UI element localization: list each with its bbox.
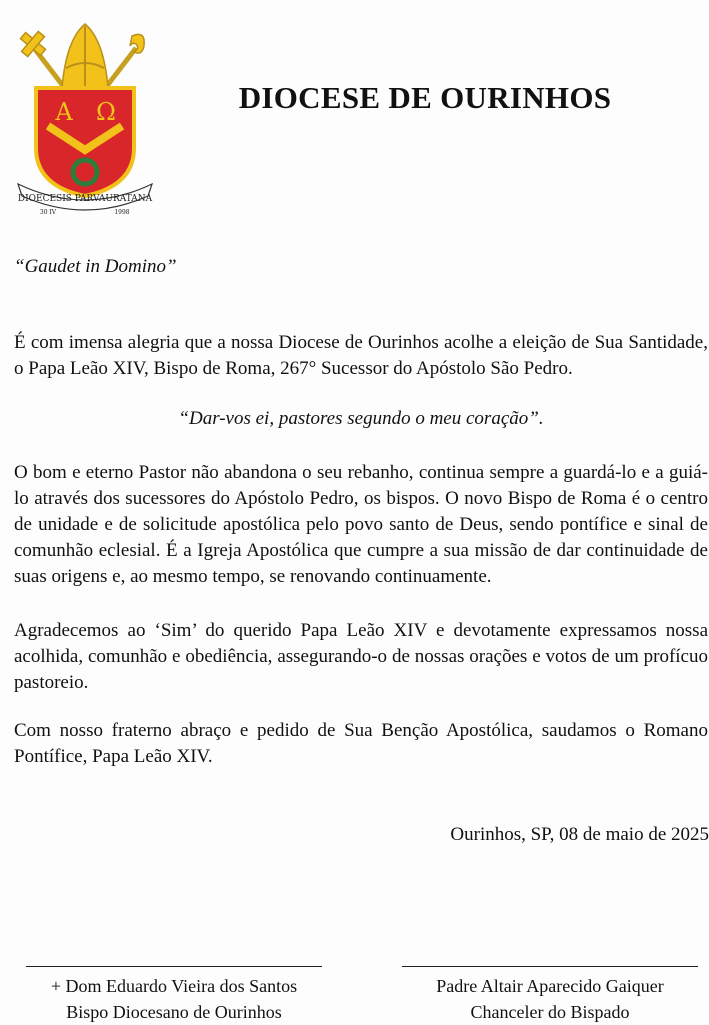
paragraph-gratitude: Agradecemos ao ‘Sim’ do querido Papa Leão XIV e devotamente expressamos nossa acolhida, comunhão e obediência, assegurando-o de nossas orações e votos de um profícuo pastoreio. (14, 620, 708, 693)
signature-block-bishop (26, 966, 322, 1025)
crest-ribbon-text: DIOECESIS PARVAURATANA (17, 194, 153, 204)
scripture-quote: “Dar-vos ei, pastores segundo o meu coração”. (178, 408, 544, 429)
paragraph-announcement: É com imensa alegria que a nossa Diocese de Ourinhos acolhe a eleição de Sua Santidade, o Papa Leão XIV, Bispo de Roma, 267° Sucessor do Apóstolo São Pedro. (14, 332, 708, 379)
diocese-coat-of-arms-icon (14, 18, 156, 218)
date-line: Ourinhos, SP, 08 de maio de 2025 (450, 824, 709, 845)
crest-year-left: 30 IV (39, 209, 57, 216)
signature-line (26, 966, 322, 967)
crest-year-right: 1998 (114, 209, 130, 216)
motto: “Gaudet in Domino” (14, 256, 177, 277)
signer-name: + Dom Eduardo Vieira dos Santos (50, 976, 298, 996)
paragraph-greeting: Com nosso fraterno abraço e pedido de Sua Benção Apostólica, saudamos o Romano Pontífice, Papa Leão XIV. (14, 720, 708, 767)
signature-block-chancellor (402, 966, 698, 1025)
signature-line (402, 966, 698, 967)
alpha-symbol: Α (55, 98, 73, 126)
omega-symbol: Ω (96, 98, 116, 126)
page-title: DIOCESE DE OURINHOS (238, 80, 612, 115)
signer-role: Bispo Diocesano de Ourinhos (66, 1002, 282, 1022)
paragraph-pastor: O bom e eterno Pastor não abandona o seu rebanho, continua sempre a guardá-lo e a guiá-lo através dos sucessores do Apóstolo Pedro, os bispos. O novo Bispo de Roma é o centro de unidade e de solicitude apostólica pelo povo santo de Deus, sendo pontífice e sinal de comunhão eclesial. É a Igreja Apostólica que cumpre a sua missão de dar continuidade de suas origens e, ao mesmo tempo, se renovando continuamente. (14, 462, 708, 587)
signer-name: Padre Altair Aparecido Gaiquer (436, 976, 664, 996)
signer-role: Chanceler do Bispado (470, 1002, 630, 1022)
